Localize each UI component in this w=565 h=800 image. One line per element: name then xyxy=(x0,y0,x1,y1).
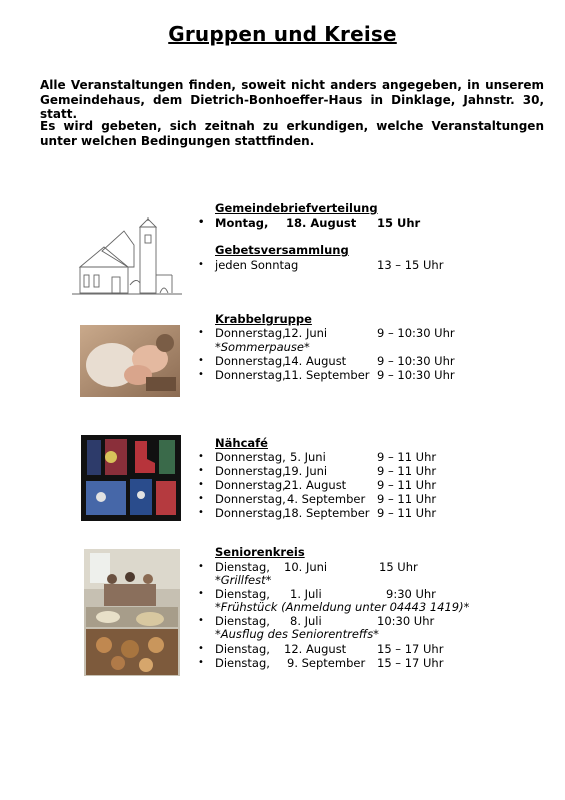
event-date: 21. August xyxy=(284,478,347,492)
heading-seniorenkreis: Seniorenkreis xyxy=(215,545,305,559)
page-title: Gruppen und Kreise xyxy=(168,22,397,46)
heading-krabbelgruppe: Krabbelgruppe xyxy=(215,312,312,326)
event-day: Donnerstag, xyxy=(215,492,286,506)
sewing-collage-image xyxy=(81,435,181,521)
event-time: 13 – 15 Uhr xyxy=(377,258,444,272)
bullet: • xyxy=(198,615,204,626)
event-note: *Frühstück (Anmeldung unter 04443 1419)* xyxy=(215,600,470,614)
event-date: 11. September xyxy=(284,368,370,382)
bullet: • xyxy=(198,217,205,228)
event-date: 8. Juli xyxy=(290,614,322,628)
event-day: Dienstag, xyxy=(215,642,270,656)
bullet: • xyxy=(198,479,204,490)
event-day: jeden Sonntag xyxy=(215,258,299,272)
intro-paragraph-notice: Es wird gebeten, sich zeitnah zu erkundigen, welche Veranstaltungen unter welchen Bedingungen stattfinden. xyxy=(40,119,544,148)
senior-group-photo xyxy=(84,549,180,676)
event-note: *Grillfest* xyxy=(215,573,272,587)
bullet: • xyxy=(198,355,204,366)
event-date: 12. August xyxy=(284,642,347,656)
event-time: 9 – 10:30 Uhr xyxy=(377,368,455,382)
bullet: • xyxy=(198,369,204,380)
bullet: • xyxy=(198,588,204,599)
event-date: 5. Juni xyxy=(290,450,326,464)
event-day: Donnerstag, xyxy=(215,464,286,478)
heading-naehcafe: Nähcafé xyxy=(215,436,268,450)
event-day: Donnerstag, xyxy=(215,478,286,492)
event-day: Donnerstag, xyxy=(215,326,286,340)
bullet: • xyxy=(198,643,204,654)
event-day: Montag, xyxy=(215,216,269,230)
event-date: 19. Juni xyxy=(284,464,328,478)
event-time: 9:30 Uhr xyxy=(386,587,436,601)
heading-gemeindebriefverteilung: Gemeindebriefverteilung xyxy=(215,201,378,215)
event-day: Dienstag, xyxy=(215,560,270,574)
event-day: Donnerstag, xyxy=(215,368,286,382)
event-time: 9 – 10:30 Uhr xyxy=(377,354,455,368)
event-date: 10. Juni xyxy=(284,560,328,574)
church-sketch-image xyxy=(72,215,184,297)
event-time: 10:30 Uhr xyxy=(377,614,435,628)
event-date: 14. August xyxy=(284,354,347,368)
event-time: 9 – 11 Uhr xyxy=(377,492,437,506)
heading-gebetsversammlung: Gebetsversammlung xyxy=(215,243,349,257)
event-day: Dienstag, xyxy=(215,614,270,628)
event-date: 12. Juni xyxy=(284,326,328,340)
bullet: • xyxy=(198,493,204,504)
event-day: Donnerstag, xyxy=(215,506,286,520)
event-note: *Sommerpause* xyxy=(215,340,310,354)
event-date: 1. Juli xyxy=(290,587,322,601)
bullet: • xyxy=(198,657,204,668)
event-time: 9 – 11 Uhr xyxy=(377,478,437,492)
bullet: • xyxy=(198,327,204,338)
event-date: 18. August xyxy=(286,216,357,230)
event-time: 9 – 10:30 Uhr xyxy=(377,326,455,340)
event-time: 9 – 11 Uhr xyxy=(377,464,437,478)
event-time: 9 – 11 Uhr xyxy=(377,450,437,464)
baby-photo xyxy=(80,325,180,397)
intro-paragraph-location: Alle Veranstaltungen finden, soweit nicht anders angegeben, in unserem Gemeindehaus, dem Dietrich-Bonhoeffer-Haus in Dinklage, Jahnstr. 30, statt. xyxy=(40,78,544,121)
bullet: • xyxy=(198,561,204,572)
bullet: • xyxy=(198,259,204,270)
event-time: 15 – 17 Uhr xyxy=(377,656,444,670)
event-time: 15 Uhr xyxy=(379,560,418,574)
bullet: • xyxy=(198,507,204,518)
event-day: Dienstag, xyxy=(215,656,270,670)
event-day: Dienstag, xyxy=(215,587,270,601)
event-time: 15 Uhr xyxy=(377,216,421,230)
bullet: • xyxy=(198,451,204,462)
event-time: 9 – 11 Uhr xyxy=(377,506,437,520)
event-day: Donnerstag, xyxy=(215,450,286,464)
bullet: • xyxy=(198,465,204,476)
event-date: 4. September xyxy=(287,492,366,506)
event-date: 9. September xyxy=(287,656,366,670)
event-day: Donnerstag, xyxy=(215,354,286,368)
event-note: *Ausflug des Seniorentreffs* xyxy=(215,627,379,641)
event-time: 15 – 17 Uhr xyxy=(377,642,444,656)
event-date: 18. September xyxy=(284,506,370,520)
